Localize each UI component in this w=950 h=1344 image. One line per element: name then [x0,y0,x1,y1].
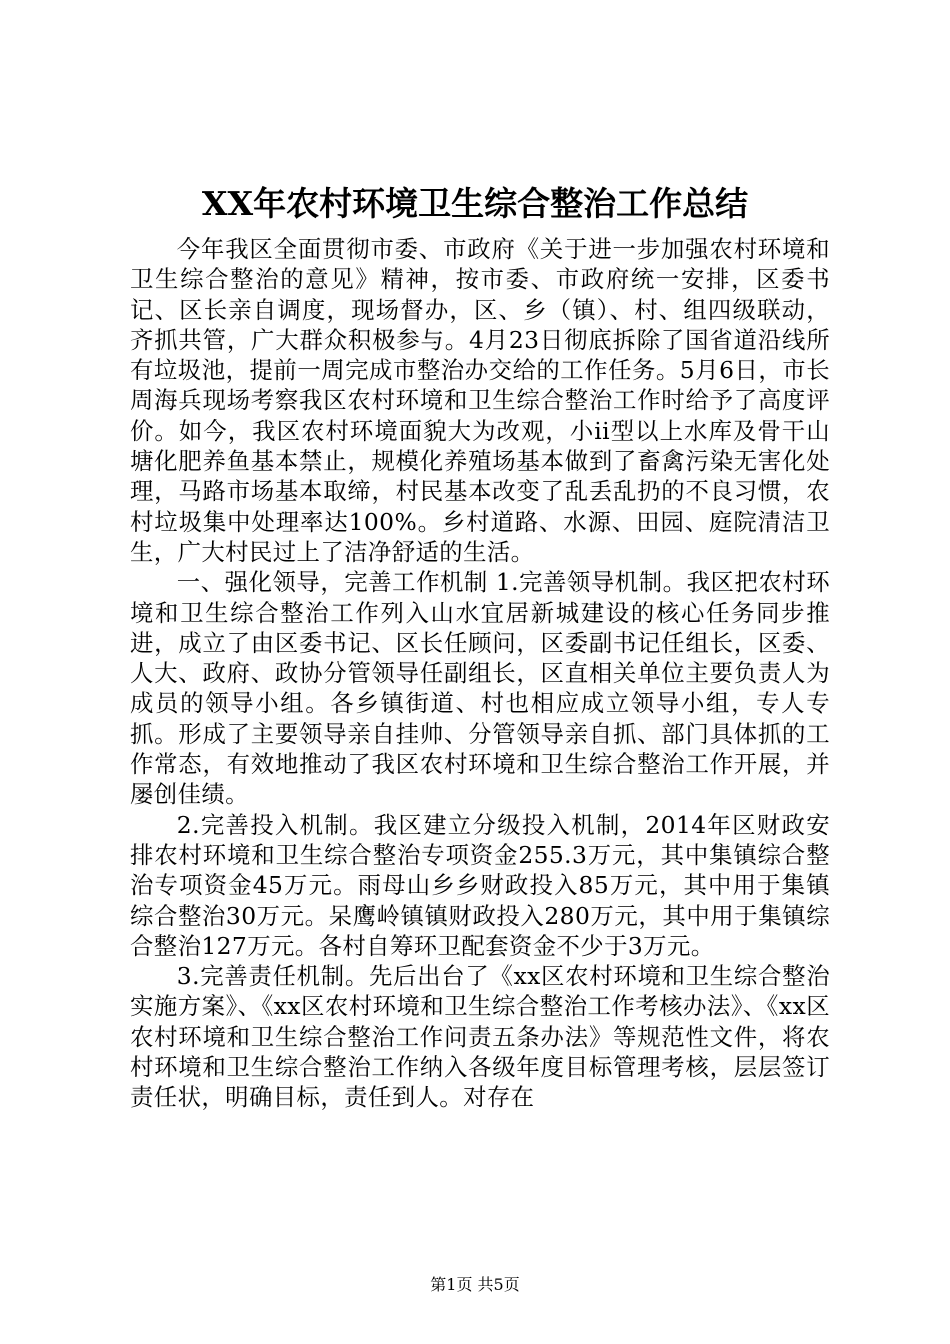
paragraph-responsibility: 3.完善责任机制。先后出台了《xx区农村环境和卫生综合整治实施方案》、《xx区农村环境和卫生综合整治工作考核办法》、《xx区农村环境和卫生综合整治工作问责五条办法》等规范性文件，将农村环境和卫生综合整治工作纳入各级年度目标管理考核，层层签订责任状，明确目标，责任到人。对存在 [130,962,830,1112]
paragraph-investment: 2.完善投入机制。我区建立分级投入机制，2014年区财政安排农村环境和卫生综合整治专项资金255.3万元，其中集镇综合整治专项资金45万元。雨母山乡乡财政投入85万元，其中用于集镇综合整治30万元。呆鹰岭镇镇财政投入280万元，其中用于集镇综合整治127万元。各村自筹环卫配套资金不少于3万元。 [130,810,830,960]
paragraph-leadership: 一、强化领导，完善工作机制 1.完善领导机制。我区把农村环境和卫生综合整治工作列入山水宜居新城建设的核心任务同步推进，成立了由区委书记、区长任顾问，区委副书记任组长，区委、人大、政府、政协分管领导任副组长，区直相关单位主要负责人为成员的领导小组。各乡镇街道、村也相应成立领导小组，专人专抓。形成了主要领导亲自挂帅、分管领导亲自抓、部门具体抓的工作常态，有效地推动了我区农村环境和卫生综合整治工作开展，并屡创佳绩。 [130,568,830,809]
document-body [130,234,830,1113]
page-footer: 第1页 共5页 [430,1275,520,1294]
paragraph-intro: 今年我区全面贯彻市委、市政府《关于进一步加强农村环境和卫生综合整治的意见》精神，按市委、市政府统一安排，区委书记、区长亲自调度，现场督办，区、乡（镇）、村、组四级联动，齐抓共管，广大群众积极参与。4月23日彻底拆除了国省道沿线所有垃圾池，提前一周完成市整治办交给的工作任务。5月6日，市长周海兵现场考察我区农村环境和卫生综合整治工作时给予了高度评价。如今，我区农村环境面貌大为改观，小ii型以上水库及骨干山塘化肥养鱼基本禁止，规模化养殖场基本做到了畜禽污染无害化处理，马路市场基本取缔，村民基本改变了乱丢乱扔的不良习惯，农村垃圾集中处理率达100%。乡村道路、水源、田园、庭院清洁卫生，广大村民过上了洁净舒适的生活。 [130,235,830,566]
document-title: XX年农村环境卫生综合整治工作总结 [201,184,749,223]
